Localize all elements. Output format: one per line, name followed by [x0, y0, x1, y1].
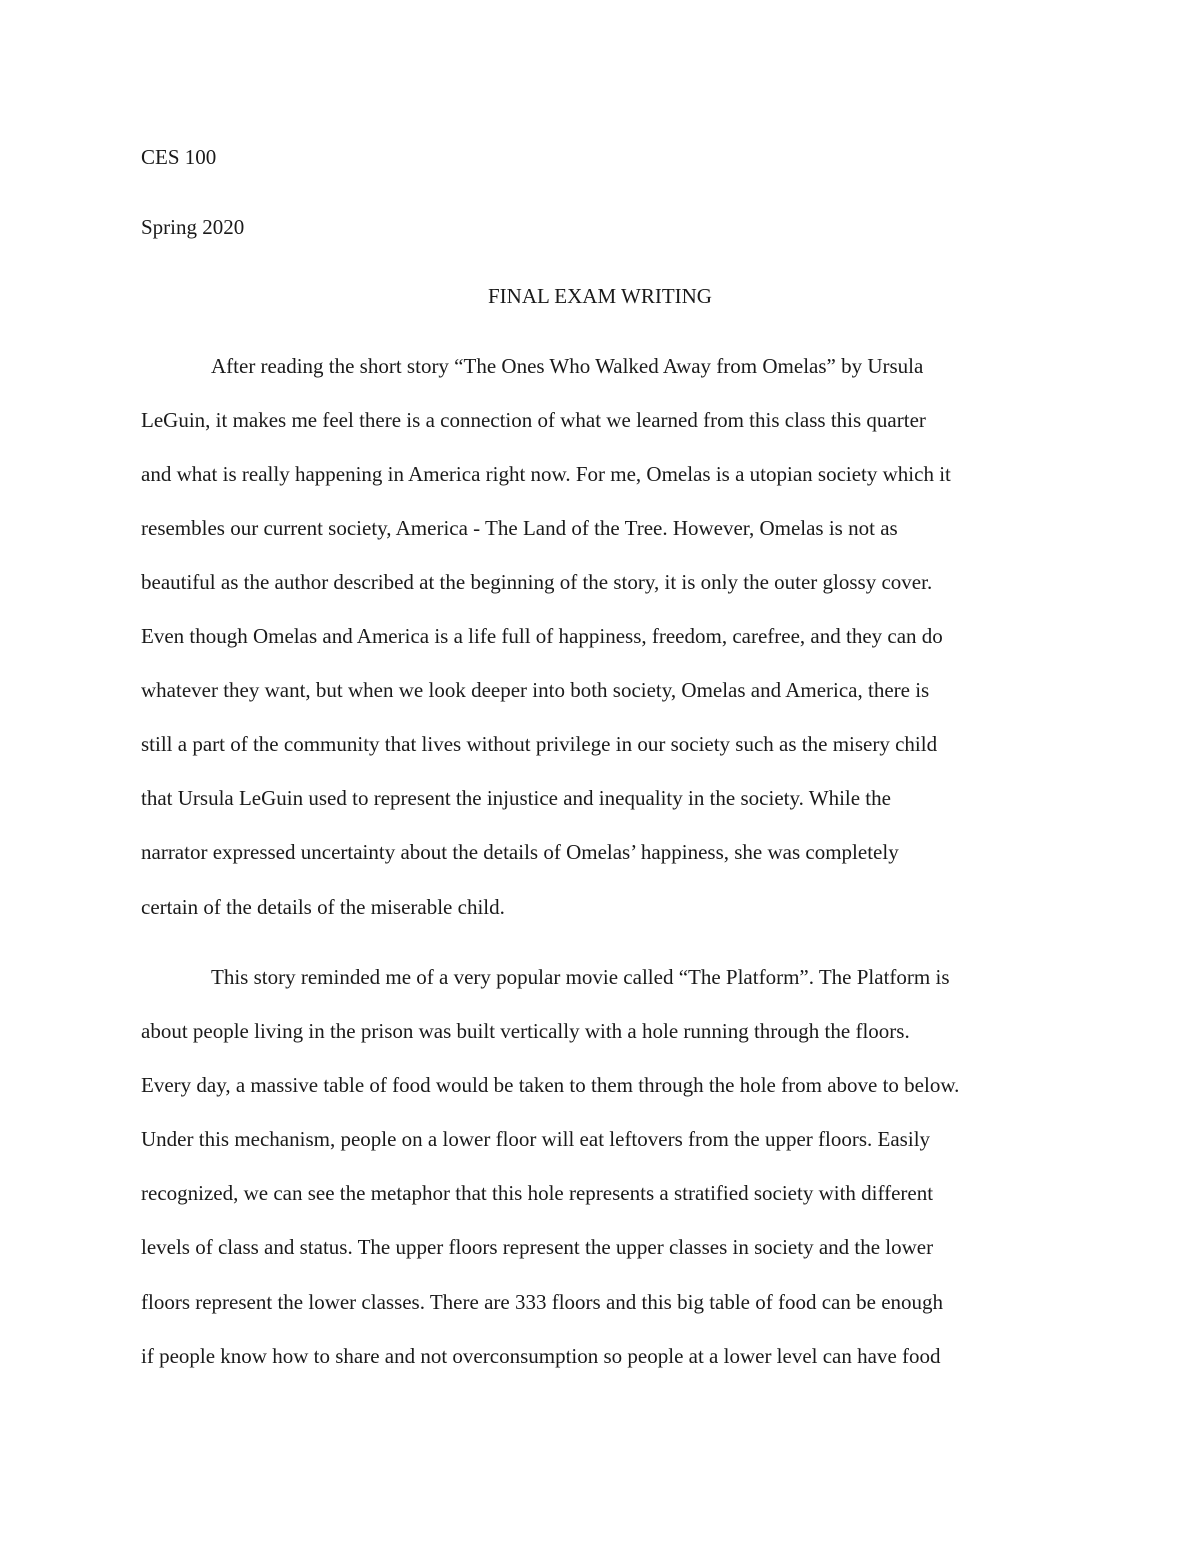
course-label: CES 100 [141, 145, 217, 169]
paragraph-2-line: Every day, a massive table of food would be taken to them through the hole from above to below. [141, 1073, 960, 1097]
paragraph-1-line: still a part of the community that lives without privilege in our society such as the misery child [141, 732, 938, 756]
paragraph-1-line: narrator expressed uncertainty about the details of Omelas’ happiness, she was completely [141, 840, 899, 864]
paragraph-1-line: whatever they want, but when we look deeper into both society, Omelas and America, there is [141, 678, 930, 702]
paragraph-1-line: beautiful as the author described at the beginning of the story, it is only the outer glossy cover. [141, 570, 933, 594]
paragraph-2-line: levels of class and status. The upper floors represent the upper classes in society and the lower [141, 1235, 934, 1259]
paragraph-1-line: certain of the details of the miserable child. [141, 895, 505, 919]
paragraph-2-line: Under this mechanism, people on a lower floor will eat leftovers from the upper floors. Easily [141, 1127, 931, 1151]
paragraph-2-line: about people living in the prison was built vertically with a hole running through the floors. [141, 1019, 910, 1043]
paragraph-2-line: if people know how to share and not overconsumption so people at a lower level can have food [141, 1344, 941, 1368]
paragraph-1-line: After reading the short story “The Ones Who Walked Away from Omelas” by Ursula [211, 354, 924, 378]
paragraph-1-line: resembles our current society, America - The Land of the Tree. However, Omelas is not as [141, 516, 898, 540]
paragraph-2-line: This story reminded me of a very popular movie called “The Platform”. The Platform is [211, 965, 950, 989]
paragraph-1-line: LeGuin, it makes me feel there is a connection of what we learned from this class this quarter [141, 408, 926, 432]
paragraph-1-line: and what is really happening in America right now. For me, Omelas is a utopian society which it [141, 462, 951, 486]
paragraph-2-line: recognized, we can see the metaphor that this hole represents a stratified society with different [141, 1181, 934, 1205]
paragraph-1-line: that Ursula LeGuin used to represent the injustice and inequality in the society. While the [141, 786, 891, 810]
paragraph-1-line: Even though Omelas and America is a life full of happiness, freedom, carefree, and they can do [141, 624, 943, 648]
term-label: Spring 2020 [141, 215, 245, 239]
document-title: FINAL EXAM WRITING [488, 284, 712, 308]
paragraph-2-line: floors represent the lower classes. There are 333 floors and this big table of food can be enough [141, 1290, 944, 1314]
